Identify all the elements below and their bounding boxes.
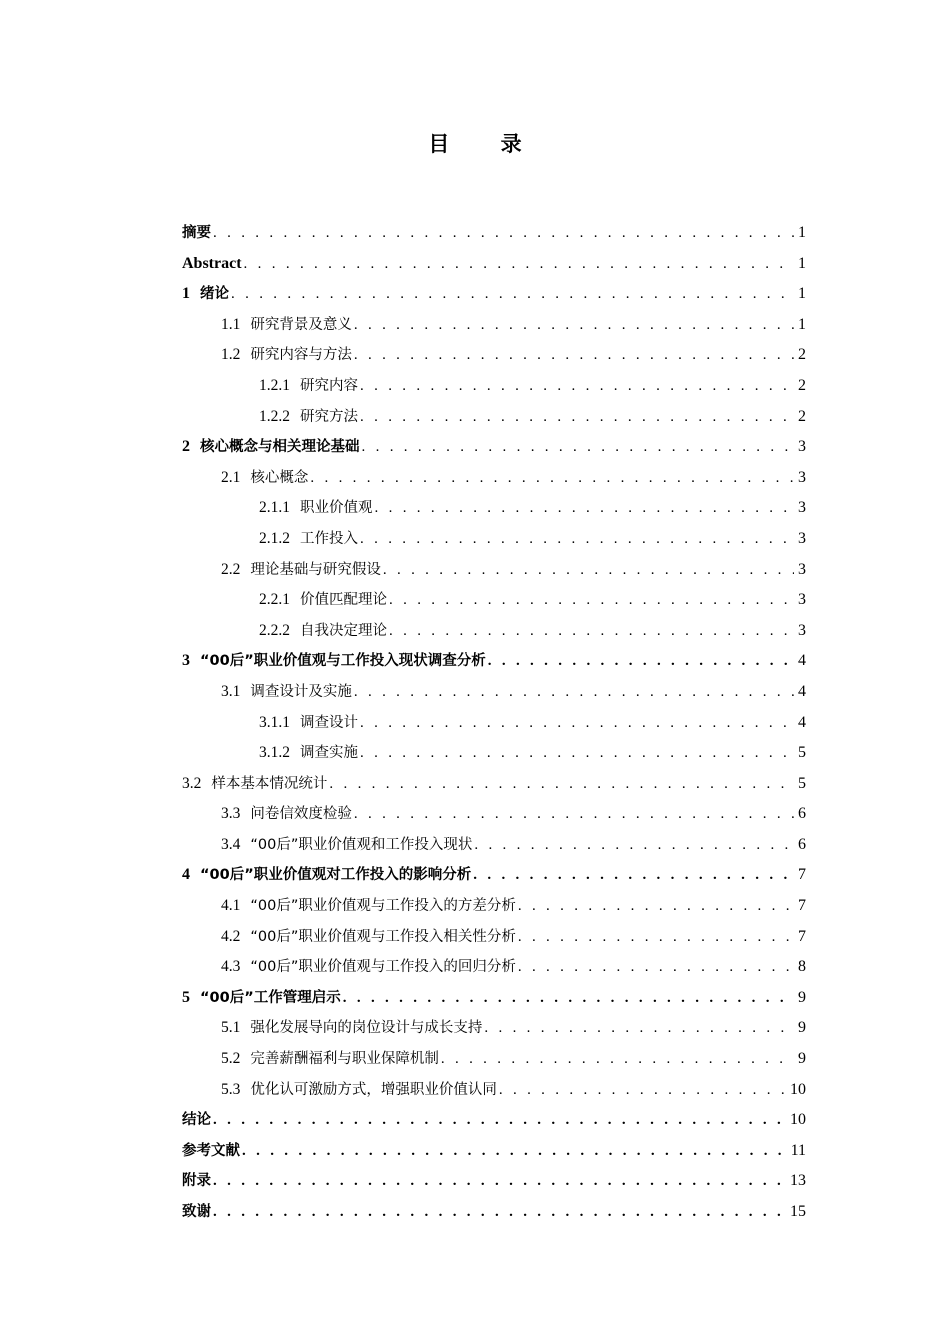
- toc-entry-page: 10: [790, 1111, 806, 1129]
- toc-entry-title: 调查设计: [300, 714, 358, 731]
- toc-entry-title: 致谢: [182, 1204, 211, 1220]
- toc-entry[interactable]: [182, 1105, 806, 1136]
- toc-entry-title: “00后”职业价值观与工作投入相关性分析: [250, 928, 516, 945]
- toc-dot-leader: [354, 310, 794, 341]
- toc-dot-leader: [213, 1105, 786, 1136]
- toc-dot-leader: [360, 371, 794, 402]
- toc-entry[interactable]: [182, 891, 806, 922]
- toc-entry[interactable]: [182, 432, 806, 463]
- toc-entry-title: 核心概念与相关理论基础: [200, 439, 360, 456]
- toc-entry[interactable]: [182, 616, 806, 647]
- toc-dot-leader: [375, 493, 795, 524]
- toc-entry[interactable]: [182, 1197, 806, 1228]
- toc-entry-title: 研究方法: [300, 408, 358, 425]
- toc-entry-page: 3: [798, 438, 806, 456]
- toc-entry-page: 1: [798, 224, 806, 241]
- toc-entry-title: 参考文献: [182, 1142, 240, 1159]
- toc-entry-title: 附录: [182, 1173, 211, 1190]
- toc-entry-page: 5: [798, 774, 806, 792]
- toc-entry-title: 结论: [182, 1112, 211, 1129]
- toc-entry-page: 2: [798, 346, 806, 364]
- toc-dot-leader: [518, 922, 794, 953]
- toc-entry-number: 3.2: [182, 774, 202, 792]
- toc-entry-title: Abstract: [182, 254, 242, 272]
- toc-entry-number: 1.1: [221, 315, 241, 333]
- toc-dot-leader: [354, 340, 794, 371]
- toc-entry-number: 3: [182, 652, 190, 670]
- toc-entry-page: 11: [790, 1141, 806, 1159]
- toc-entry-number: 4.2: [221, 927, 241, 945]
- toc-entry-number: 1.2.2: [259, 407, 290, 425]
- toc-entry-page: 13: [790, 1172, 806, 1190]
- toc-entry-number: 4: [182, 866, 190, 884]
- toc-entry-title: “00后”职业价值观和工作投入现状: [250, 836, 473, 853]
- toc-entry-page: 3: [798, 591, 806, 609]
- toc-entry-page: 9: [798, 1019, 806, 1037]
- toc-dot-leader: [343, 983, 794, 1014]
- toc-entry-number: 5.2: [221, 1050, 241, 1068]
- toc-entry-title: 职业价值观: [300, 500, 373, 517]
- toc-dot-leader: [213, 1197, 786, 1228]
- toc-dot-leader: [383, 555, 794, 586]
- toc-dot-leader: [473, 860, 794, 891]
- toc-entry-page: 4: [798, 682, 806, 700]
- toc-entry[interactable]: [182, 738, 806, 769]
- toc-dot-leader: [484, 1013, 794, 1044]
- toc-entry[interactable]: [182, 249, 806, 280]
- toc-entry-page: 2: [798, 407, 806, 425]
- toc-entry[interactable]: [182, 493, 806, 524]
- toc-entry-title: 调查设计及实施: [250, 683, 352, 700]
- toc-entry-title: 工作投入: [300, 530, 358, 547]
- toc-entry-number: 5.3: [221, 1080, 241, 1098]
- toc-dot-leader: [474, 830, 794, 861]
- toc-entry-title: “00后”职业价值观与工作投入的回归分析: [250, 959, 516, 976]
- toc-entry-number: 3.3: [221, 805, 241, 823]
- toc-entry-page: 7: [798, 866, 806, 884]
- toc-entry-page: 1: [798, 315, 806, 333]
- toc-entry-page: 3: [798, 468, 806, 486]
- toc-entry[interactable]: [182, 310, 806, 341]
- toc-dot-leader: [499, 1075, 786, 1106]
- toc-entry-title: 核心概念: [250, 469, 309, 486]
- toc-dot-leader: [231, 279, 794, 310]
- toc-entry-page: 4: [798, 652, 806, 670]
- toc-entry-page: 7: [798, 927, 806, 945]
- toc-entry[interactable]: [182, 279, 806, 310]
- toc-entry-title: “00后”职业价值观与工作投入的方差分析: [250, 898, 516, 915]
- toc-entry-title: 完善薪酬福利与职业保障机制: [250, 1051, 439, 1068]
- toc-entry-title: 调查实施: [300, 745, 358, 762]
- toc-entry-page: 1: [798, 254, 806, 272]
- toc-entry[interactable]: [182, 1044, 806, 1075]
- toc-entry-number: 3.1: [221, 682, 241, 700]
- toc-entry-number: 5: [182, 988, 190, 1006]
- toc-dot-leader: [354, 799, 794, 830]
- toc-entry[interactable]: [182, 646, 806, 677]
- toc-dot-leader: [360, 708, 794, 739]
- toc-entry-page: 5: [798, 744, 806, 762]
- toc-entry-number: 2.1: [221, 468, 241, 486]
- toc-dot-leader: [242, 1136, 787, 1167]
- toc-entry-page: 7: [798, 897, 806, 915]
- toc-entry-page: 6: [798, 835, 806, 853]
- toc-dot-leader: [441, 1044, 794, 1075]
- toc-entry[interactable]: [182, 524, 806, 555]
- toc-entry-number: 2.2: [221, 560, 241, 578]
- toc-entry[interactable]: [182, 860, 806, 891]
- toc-entry[interactable]: [182, 983, 806, 1014]
- toc-entry[interactable]: [182, 340, 806, 371]
- toc-entry-title: “00后”职业价值观对工作投入的影响分析: [200, 867, 472, 884]
- toc-entry-page: 8: [798, 958, 806, 976]
- toc-entry-title: 样本基本情况统计: [211, 775, 328, 792]
- toc-dot-leader: [354, 677, 794, 708]
- toc-entry[interactable]: [182, 218, 806, 249]
- toc-entry-number: 2.1.2: [259, 529, 290, 547]
- toc-entry[interactable]: [182, 463, 806, 494]
- toc-entry[interactable]: [182, 1075, 806, 1106]
- toc-entry-number: 1: [182, 285, 190, 303]
- toc-entry-page: 9: [798, 988, 806, 1006]
- toc-entry-title: “00后”工作管理启示: [200, 989, 341, 1006]
- toc-entry-page: 6: [798, 805, 806, 823]
- toc-entry-title: 理论基础与研究假设: [250, 561, 381, 578]
- toc-entry[interactable]: [182, 830, 806, 861]
- toc-dot-leader: [360, 524, 794, 555]
- toc-entry-number: 2.1.1: [259, 499, 290, 517]
- toc-dot-leader: [518, 891, 794, 922]
- toc-entry[interactable]: [182, 555, 806, 586]
- toc-entry-number: 3.4: [221, 835, 241, 853]
- toc-entry-page: 1: [798, 285, 806, 303]
- toc-entry-title: 研究内容: [300, 377, 358, 394]
- toc-entry-title: 优化认可激励方式，增强职业价值认同: [250, 1081, 497, 1098]
- toc-dot-leader: [310, 463, 794, 494]
- toc-entry[interactable]: [182, 922, 806, 953]
- toc-entry-page: 3: [798, 529, 806, 547]
- toc-entry-title: 自我决定理论: [300, 622, 387, 639]
- toc-entry-page: 2: [798, 376, 806, 394]
- toc-entry[interactable]: [182, 1013, 806, 1044]
- toc-entry-number: 1.2.1: [259, 376, 290, 394]
- toc-dot-leader: [213, 218, 794, 249]
- toc-entry[interactable]: [182, 677, 806, 708]
- toc-entry-number: 2: [182, 438, 190, 456]
- toc-entry-page: 3: [798, 560, 806, 578]
- toc-entry-title: 摘要: [182, 225, 211, 241]
- page-title: 目 录: [428, 132, 544, 156]
- toc-dot-leader: [244, 249, 794, 280]
- toc-entry-title: 强化发展导向的岗位设计与成长支持: [250, 1020, 483, 1037]
- toc-entry[interactable]: [182, 799, 806, 830]
- toc-dot-leader: [362, 432, 795, 463]
- toc-entry-number: 4.1: [221, 897, 241, 915]
- toc-entry-page: 15: [790, 1203, 806, 1220]
- toc-dot-leader: [360, 402, 794, 433]
- toc-entry[interactable]: [182, 1166, 806, 1197]
- toc-entry-title: 问卷信效度检验: [250, 806, 352, 823]
- toc-entry-title: “00后”职业价值观与工作投入现状调查分析: [200, 653, 486, 670]
- toc-entry[interactable]: [182, 952, 806, 983]
- toc-entry-number: 5.1: [221, 1019, 241, 1037]
- toc-entry[interactable]: [182, 371, 806, 402]
- toc-entry[interactable]: [182, 708, 806, 739]
- toc-entry[interactable]: [182, 1136, 806, 1167]
- toc-dot-leader: [518, 952, 794, 983]
- toc-dot-leader: [329, 769, 794, 800]
- toc-entry-page: 10: [790, 1080, 806, 1098]
- toc-entry[interactable]: [182, 769, 806, 800]
- toc-entry-title: 研究内容与方法: [250, 347, 352, 364]
- toc-entry-title: 绪论: [200, 286, 229, 303]
- toc-entry-number: 1.2: [221, 346, 241, 364]
- toc-dot-leader: [213, 1166, 786, 1197]
- toc-entry-number: 3.1.2: [259, 744, 290, 762]
- toc-dot-leader: [360, 738, 794, 769]
- toc-entry-number: 2.2.2: [259, 621, 290, 639]
- toc-entry-number: 3.1.1: [259, 713, 290, 731]
- toc-dot-leader: [389, 616, 794, 647]
- toc-entry[interactable]: [182, 402, 806, 433]
- toc-entry-number: 4.3: [221, 958, 241, 976]
- toc-entry[interactable]: [182, 585, 806, 616]
- toc-entry-page: 3: [798, 499, 806, 517]
- toc-entry-page: 9: [798, 1050, 806, 1068]
- toc-entry-number: 2.2.1: [259, 591, 290, 609]
- toc-dot-leader: [389, 585, 794, 616]
- toc-entry-title: 价值匹配理论: [300, 592, 387, 609]
- toc-entry-title: 研究背景及意义: [250, 316, 352, 333]
- toc-entry-page: 3: [798, 621, 806, 639]
- toc-dot-leader: [488, 646, 794, 677]
- toc-entry-page: 4: [798, 713, 806, 731]
- table-of-contents: [182, 218, 806, 1228]
